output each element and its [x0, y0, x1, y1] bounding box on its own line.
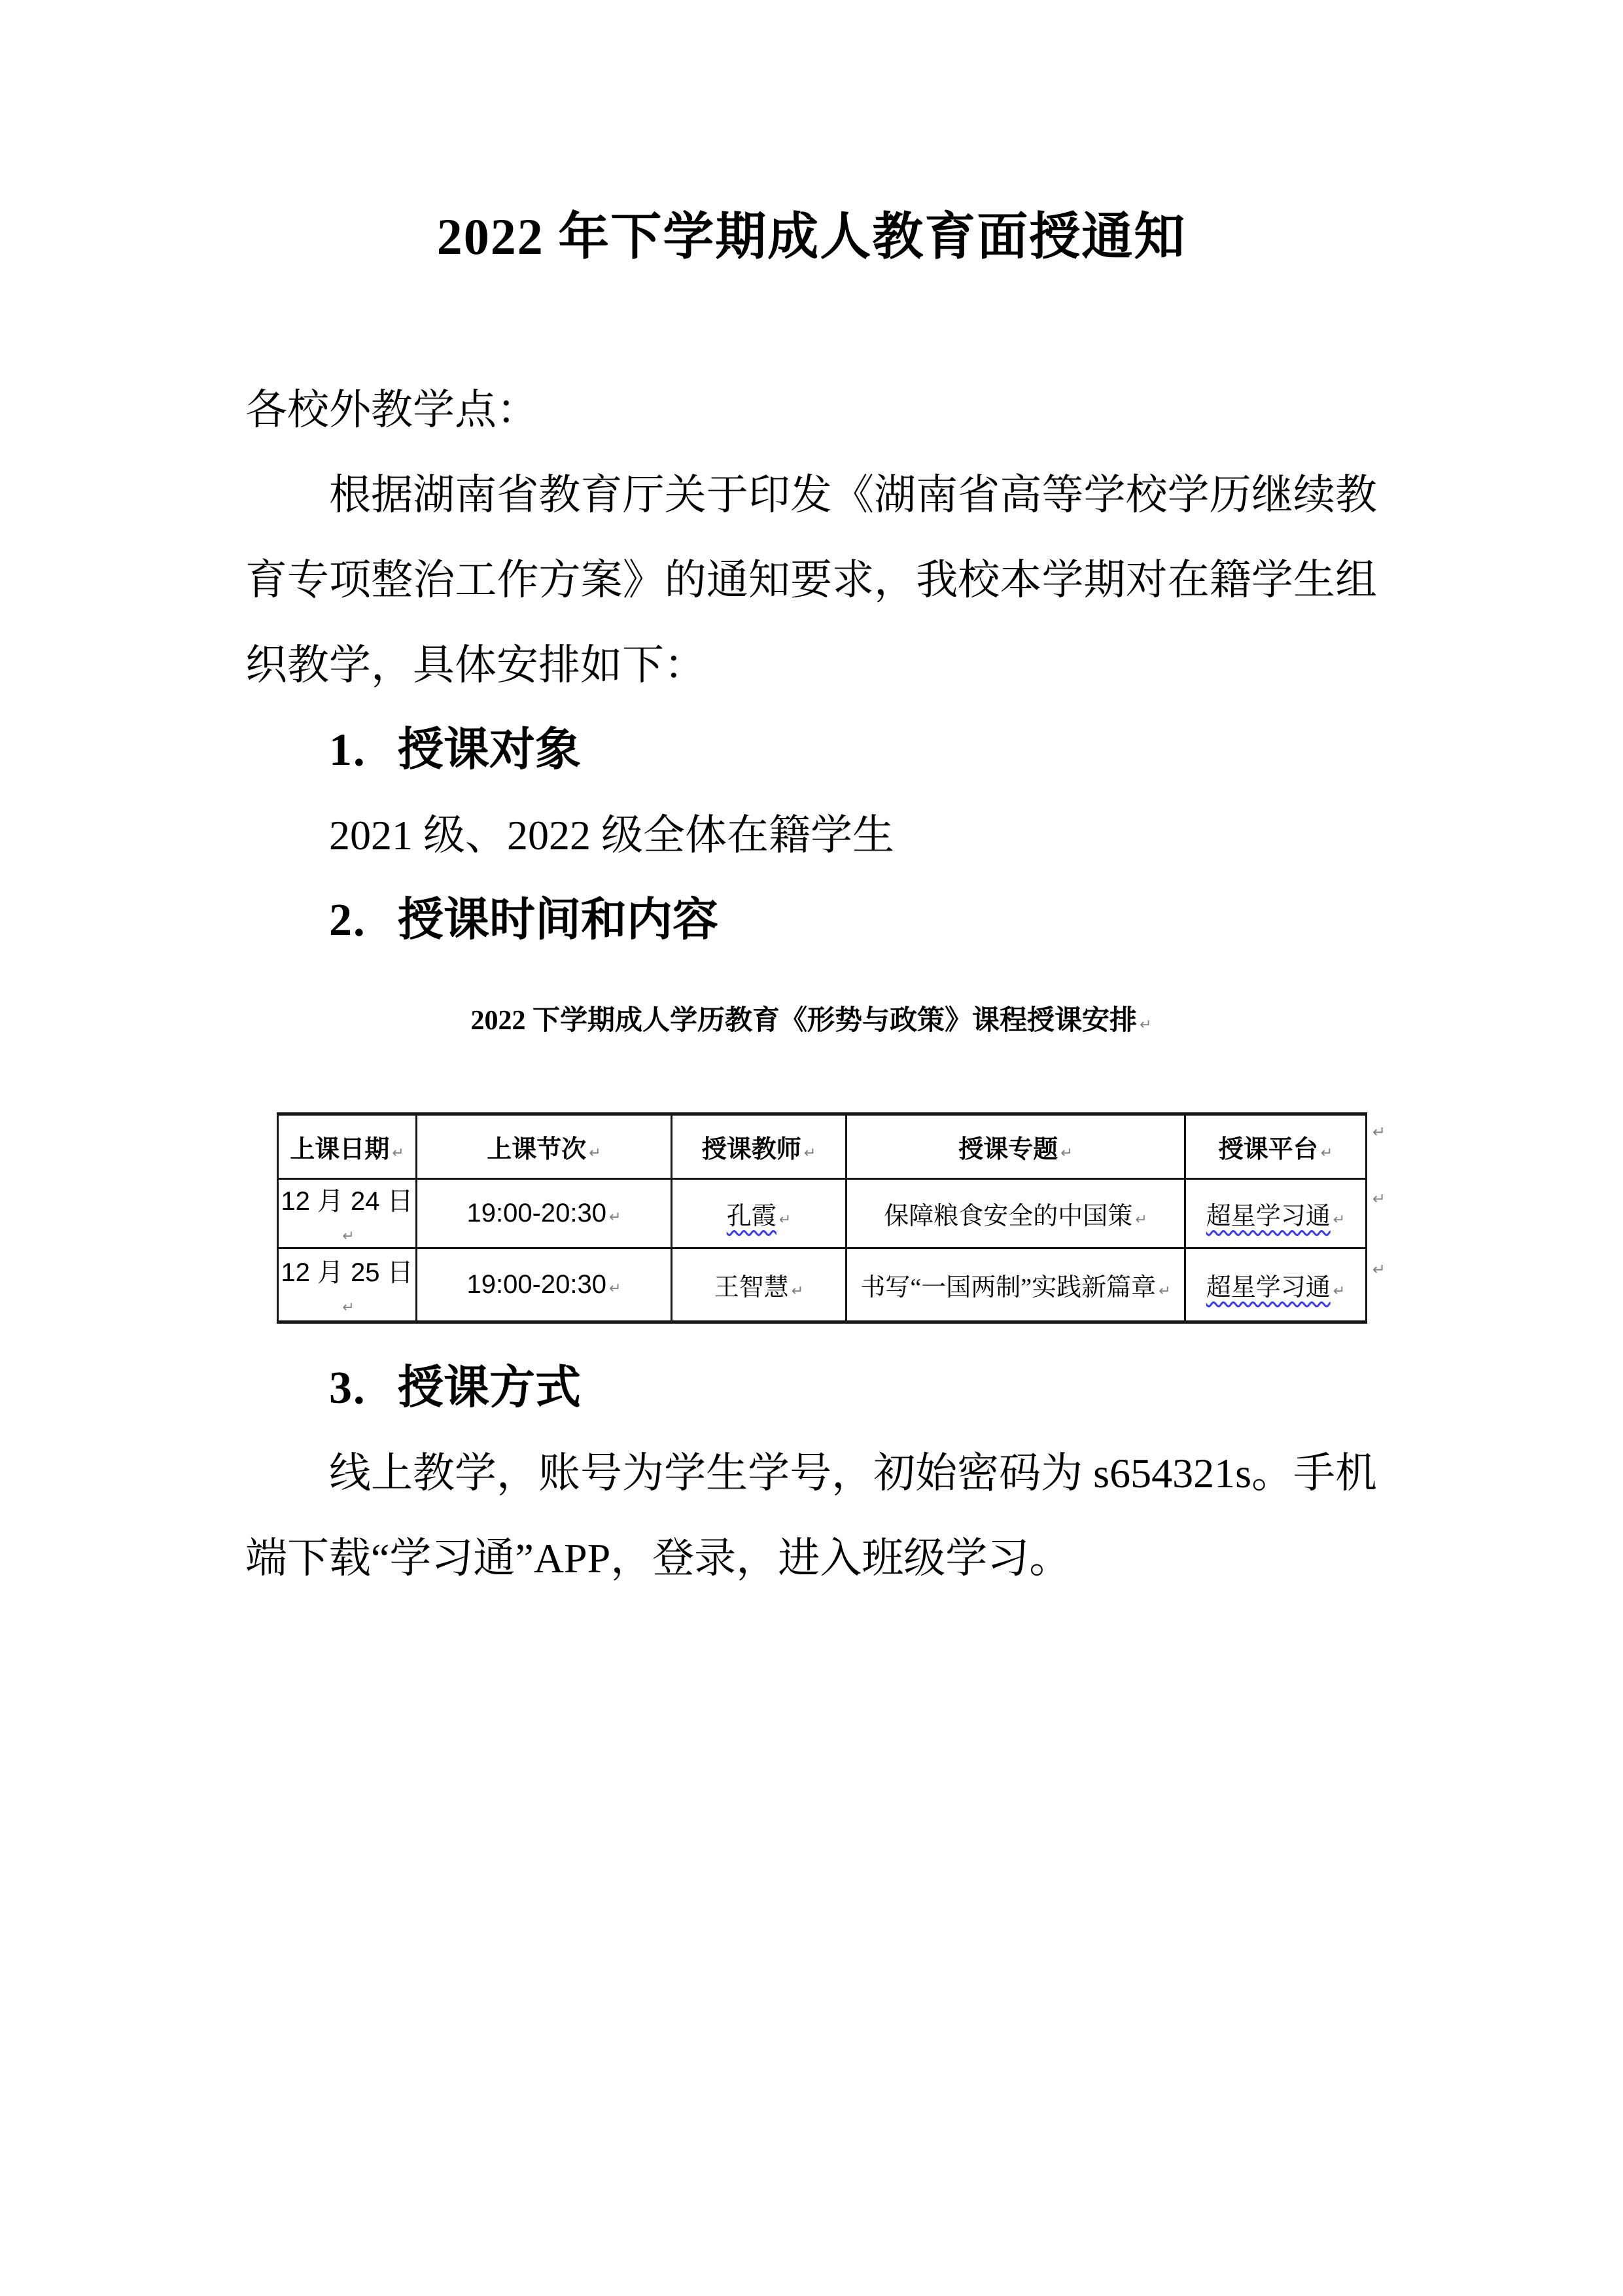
- paragraph-mark: ↵: [1140, 1017, 1152, 1033]
- section3-heading: 3．授课方式: [329, 1363, 581, 1413]
- cell-platform: [1185, 1248, 1367, 1322]
- body-section-lower: [245, 1346, 1377, 1601]
- topic-text: 保障粮食安全的中国策: [884, 1203, 1133, 1230]
- teacher-name: 王智慧: [714, 1274, 789, 1301]
- header-session: [417, 1114, 672, 1179]
- platform-name: 超星学习通: [1206, 1274, 1331, 1301]
- header-topic-label: 授课专题: [958, 1136, 1058, 1163]
- schedule-caption: [245, 1001, 1377, 1045]
- schedule-caption-text: 2022 下学期成人学历教育《形势与政策》课程授课安排: [470, 1006, 1138, 1036]
- time-value: 19:00-20:30: [466, 1270, 607, 1299]
- cell-end-mark: ↵: [392, 1145, 404, 1161]
- header-teacher: [672, 1114, 846, 1179]
- cell-topic: [846, 1179, 1185, 1248]
- cell-end-mark: ↵: [1320, 1145, 1333, 1161]
- row-end-mark: ↵: [1372, 1260, 1386, 1279]
- body-section-upper: [245, 368, 1377, 963]
- table-row: [278, 1179, 1367, 1248]
- cell-end-mark: ↵: [1333, 1283, 1346, 1299]
- cell-end-mark: ↵: [791, 1283, 804, 1299]
- platform-name: 超星学习通: [1206, 1203, 1331, 1230]
- document-title: 2022 年下学期成人教育面授通知: [436, 208, 1187, 265]
- header-session-label: 上课节次: [487, 1136, 587, 1163]
- topic-text: 书写“一国两制”实践新篇章: [860, 1274, 1157, 1301]
- cell-end-mark: ↵: [1333, 1212, 1346, 1228]
- schedule-table: [277, 1112, 1367, 1324]
- cell-end-mark: ↵: [1159, 1283, 1171, 1299]
- cell-end-mark: ↵: [609, 1280, 621, 1297]
- cell-topic: [846, 1248, 1185, 1322]
- cell-end-mark: ↵: [609, 1209, 621, 1226]
- cell-end-mark: ↵: [1135, 1212, 1147, 1228]
- teacher-name: 孔霞: [726, 1203, 777, 1230]
- section2-heading: 2．授课时间和内容: [329, 895, 718, 945]
- table-row: [278, 1248, 1367, 1322]
- time-value: 19:00-20:30: [466, 1199, 607, 1227]
- header-platform: [1185, 1114, 1367, 1179]
- cell-end-mark: ↵: [1060, 1145, 1073, 1161]
- section1-body: 2021 级、2022 级全体在籍学生: [329, 812, 894, 858]
- cell-session: [417, 1179, 672, 1248]
- salutation-line: 各校外教学点：: [245, 387, 538, 433]
- table-header-row: [278, 1114, 1367, 1179]
- cell-teacher: [672, 1179, 846, 1248]
- cell-date: [278, 1179, 417, 1248]
- header-date-label: 上课日期: [290, 1136, 390, 1163]
- section3-body: 线上教学，账号为学生学号，初始密码为 s654321s。手机端下载“学习通”APP，登录，进入班级学习。: [245, 1450, 1377, 1581]
- intro-paragraph: 根据湖南省教育厅关于印发《湖南省高等学校学历继续教育专项整治工作方案》的通知要求，我校本学期对在籍学生组织教学，具体安排如下：: [245, 472, 1377, 688]
- header-platform-label: 授课平台: [1218, 1136, 1318, 1163]
- row-end-mark: ↵: [1372, 1190, 1386, 1208]
- date-value: 12 月 25 日: [281, 1258, 413, 1287]
- cell-end-mark: ↵: [589, 1145, 601, 1161]
- header-teacher-label: 授课教师: [701, 1136, 801, 1163]
- section1-heading: 1．授课对象: [329, 725, 581, 775]
- header-date: [278, 1114, 417, 1179]
- row-end-mark: ↵: [1372, 1123, 1386, 1141]
- cell-date: [278, 1248, 417, 1322]
- cell-end-mark: ↵: [342, 1299, 355, 1316]
- cell-platform: [1185, 1179, 1367, 1248]
- cell-session: [417, 1248, 672, 1322]
- date-value: 12 月 24 日: [281, 1186, 413, 1216]
- cell-end-mark: ↵: [803, 1145, 816, 1161]
- cell-teacher: [672, 1248, 846, 1322]
- cell-end-mark: ↵: [778, 1212, 792, 1228]
- cell-end-mark: ↵: [342, 1227, 355, 1245]
- header-topic: [846, 1114, 1185, 1179]
